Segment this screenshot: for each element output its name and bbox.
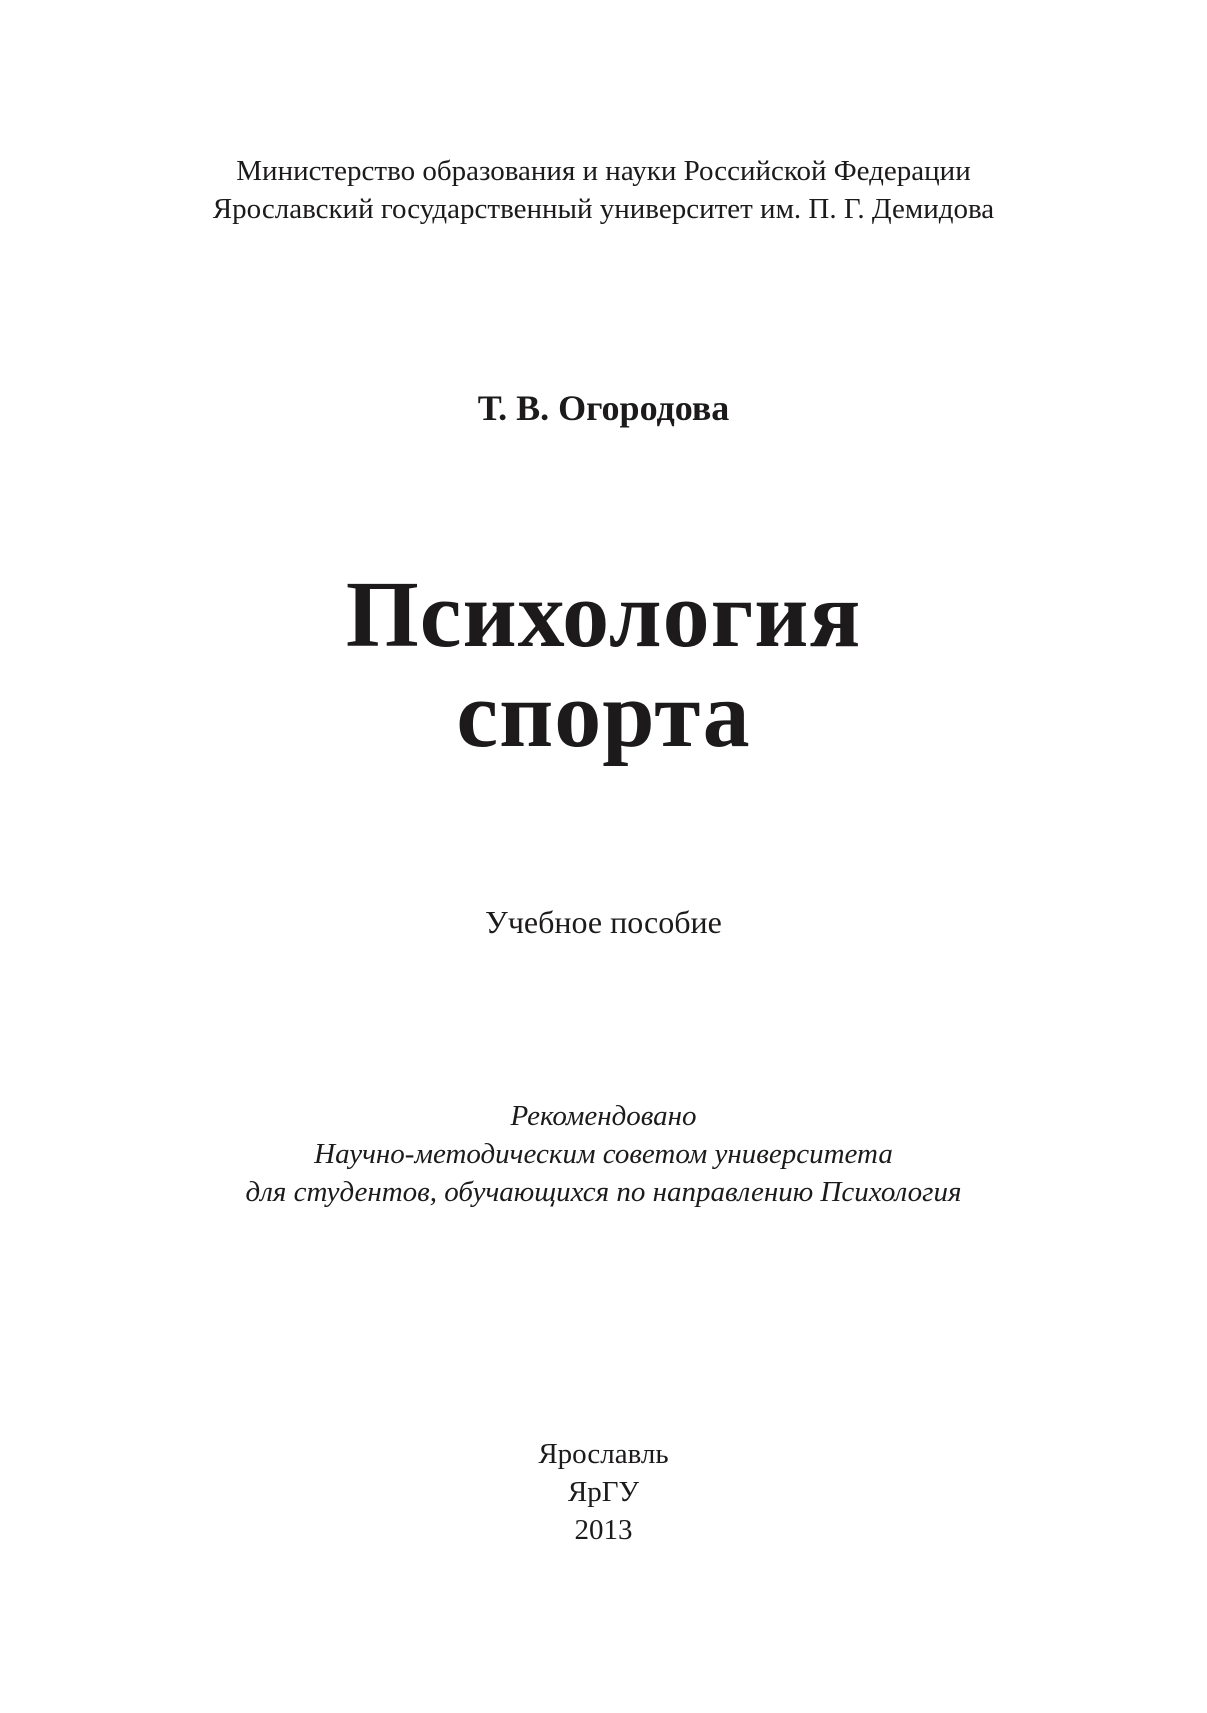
institution-header: [0, 152, 1207, 228]
imprint-city: Ярославль: [538, 1438, 669, 1470]
book-title: [0, 565, 1207, 765]
ministry-name: Министерство образования и науки Российской Федерации: [236, 155, 971, 187]
recommendation-line-2: Научно-методическим советом университета: [314, 1138, 893, 1170]
recommendation-line-1: Рекомендовано: [510, 1100, 697, 1132]
book-type: Учебное пособие: [485, 904, 722, 940]
book-title-line-1: Психология: [345, 563, 862, 667]
recommendation-line-3: для студентов, обучающихся по направлению Психология: [245, 1176, 962, 1208]
book-title-line-2: спорта: [456, 663, 751, 767]
university-name: Ярославский государственный университет им. П. Г. Демидова: [212, 193, 995, 225]
imprint-publisher: ЯрГУ: [567, 1476, 640, 1508]
recommendation-note: [0, 1097, 1207, 1211]
imprint: [0, 1435, 1207, 1549]
imprint-year: 2013: [574, 1514, 633, 1546]
author-name: Т. В. Огородова: [477, 388, 730, 428]
